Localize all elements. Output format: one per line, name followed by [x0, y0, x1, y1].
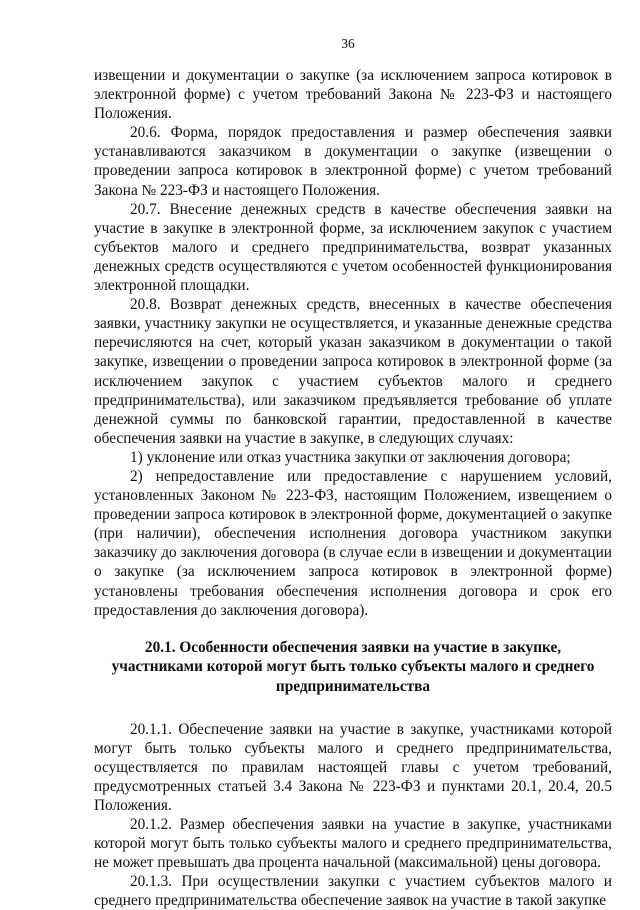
paragraph-continuation: извещении и документации о закупке (за исключением запроса котировок в электронной форме) с учетом требований Закона № 223-ФЗ и настоящего Положения. — [94, 66, 612, 123]
body-text-before — [94, 66, 612, 620]
paragraph-20-1-1: 20.1.1. Обеспечение заявки на участие в закупке, участниками которой могут быть только субъекты малого и среднего предпринимательства, осуществляется по правилам настоящей главы с учетом требований, предусмотренных статьей 3.4 Закона № 223-ФЗ и пунктами 20.1, 20.4, 20.5 Положения. — [94, 720, 612, 815]
paragraph-20-7: 20.7. Внесение денежных средств в качестве обеспечения заявки на участие в закупке в электронной форме, за исключением закупок с участием субъектов малого и среднего предпринимательства, возврат указанных денежных средств осуществляются с учетом особенностей функционирования электронной площадки. — [94, 200, 612, 295]
list-item-1: 1) уклонение или отказ участника закупки от заключения договора; — [94, 448, 612, 467]
body-text-after — [94, 720, 612, 910]
section-heading: 20.1. Особенности обеспечения заявки на участие в закупке, участниками которой могут быть только субъекты малого и среднего предпринимательства — [94, 638, 612, 697]
paragraph-20-8: 20.8. Возврат денежных средств, внесенных в качестве обеспечения заявки, участнику закупки не осуществляется, и указанные денежные средства перечисляются на счет, который указан заказчиком в документации о такой закупке, извещении о проведении запроса котировок в электронной форме (за исключением закупок с участием субъектов малого и среднего предпринимательства), или заказчиком предъявляется требование об уплате денежной суммы по банковской гарантии, предоставленной в качестве обеспечения заявки на участие в закупке, в следующих случаях: — [94, 295, 612, 448]
paragraph-20-1-2: 20.1.2. Размер обеспечения заявки на участие в закупке, участниками которой могут быть только субъекты малого и среднего предпринимательства, не может превышать два процента начальной (максимальной) цены договора. — [94, 815, 612, 872]
paragraph-20-1-3: 20.1.3. При осуществлении закупки с участием субъектов малого и среднего предпринимательства обеспечение заявок на участие в такой закупке — [94, 872, 612, 910]
list-item-2: 2) непредоставление или предоставление с нарушением условий, установленных Законом № 223-ФЗ, настоящим Положением, извещением о проведении запроса котировок в электронной форме, документацией о закупке (при наличии), обеспечения исполнения договора участником закупки заказчику до заключения договора (в случае если в извещении и документации о закупке (за исключением запроса котировок в электронной форме) установлены требования обеспечения исполнения договора и срок его предоставления до заключения договора). — [94, 467, 612, 620]
page-number: 36 — [94, 36, 612, 52]
paragraph-20-6: 20.6. Форма, порядок предоставления и размер обеспечения заявки устанавливаются заказчиком в документации о закупке (извещении о проведении запроса котировок в электронной форме) с учетом требований Закона № 223-ФЗ и настоящего Положения. — [94, 123, 612, 199]
